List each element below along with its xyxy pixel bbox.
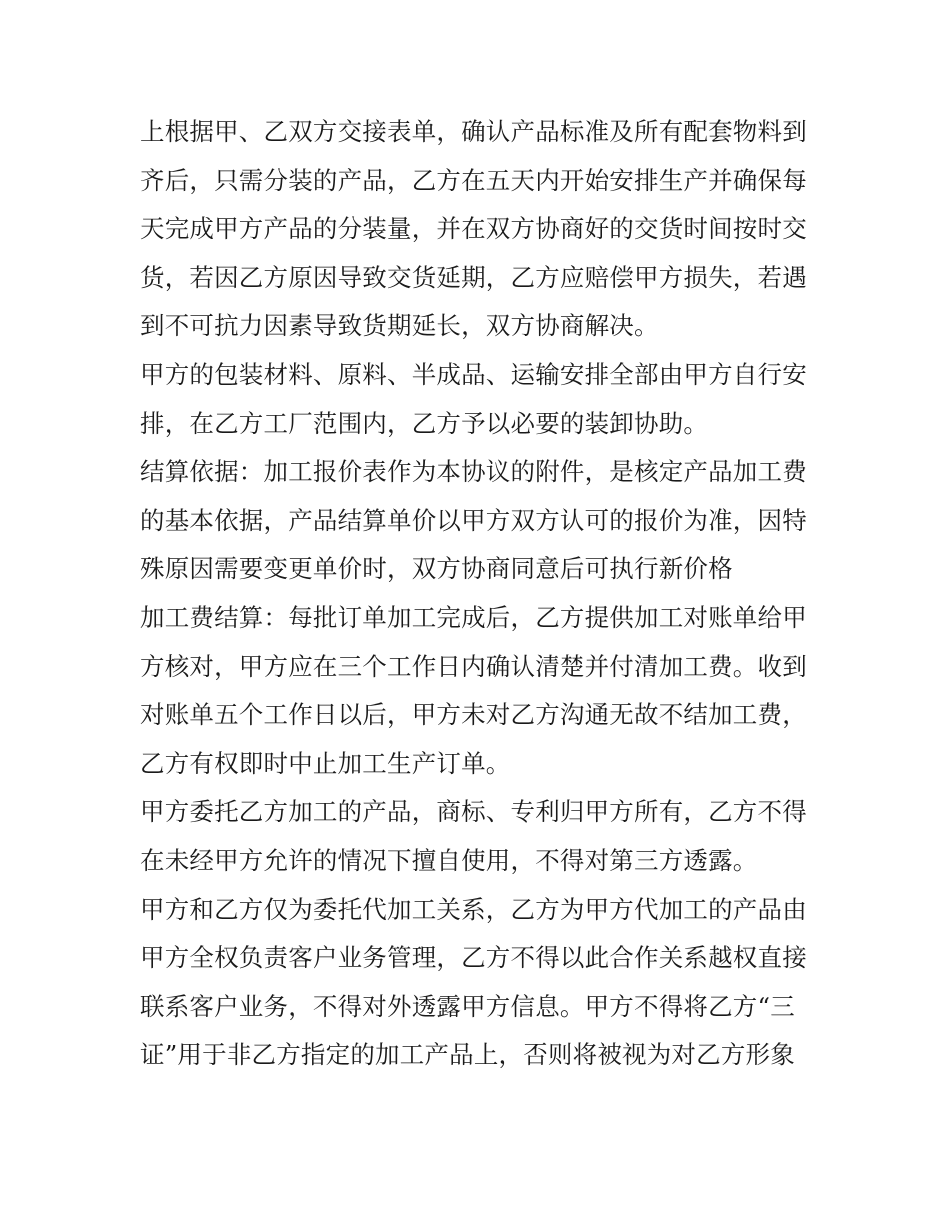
text-line: 乙方有权即时中止加工生产订单。 — [140, 748, 511, 778]
text-line: 结算依据：加工报价表作为本协议的附件，是核定产品加工费 — [140, 457, 807, 487]
text-line: 货，若因乙方原因导致交货延期，乙方应赔偿甲方损失，若遇 — [140, 262, 807, 292]
text-line: 的基本依据，产品结算单价以甲方双方认可的报价为准，因特 — [140, 505, 807, 535]
text-line: 排，在乙方工厂范围内，乙方予以必要的装卸协助。 — [140, 408, 709, 438]
text-line: 对账单五个工作日以后，甲方未对乙方沟通无故不结加工费， — [140, 700, 807, 730]
text-line: 殊原因需要变更单价时，双方协商同意后可执行新价格 — [140, 554, 733, 584]
text-line: 加工费结算：每批订单加工完成后，乙方提供加工对账单给甲 — [140, 602, 807, 632]
text-line: 上根据甲、乙双方交接表单，确认产品标准及所有配套物料到 — [140, 117, 807, 146]
text-line: 齐后，只需分装的产品，乙方在五天内开始安排生产并确保每 — [140, 165, 807, 195]
document-body — [140, 108, 820, 1080]
text-line: 天完成甲方产品的分装量，并在双方协商好的交货时间按时交 — [140, 214, 807, 244]
text-line: 在未经甲方允许的情况下擅自使用，不得对第三方透露。 — [140, 845, 758, 875]
text-line: 甲方全权负责客户业务管理，乙方不得以此合作关系越权直接 — [140, 943, 807, 973]
text-line: 联系客户业务，不得对外透露甲方信息。甲方不得将乙方“三 — [140, 991, 795, 1021]
text-line: 证”用于非乙方指定的加工产品上，否则将被视为对乙方形象 — [140, 1040, 795, 1070]
text-line: 到不可抗力因素导致货期延长，双方协商解决。 — [140, 311, 659, 341]
text-line: 甲方和乙方仅为委托代加工关系，乙方为甲方代加工的产品由 — [140, 894, 807, 924]
text-line: 甲方委托乙方加工的产品，商标、专利归甲方所有，乙方不得 — [140, 797, 807, 827]
text-line: 方核对，甲方应在三个工作日内确认清楚并付清加工费。收到 — [140, 651, 807, 681]
text-line: 甲方的包装材料、原料、半成品、运输安排全部由甲方自行安 — [140, 359, 807, 389]
